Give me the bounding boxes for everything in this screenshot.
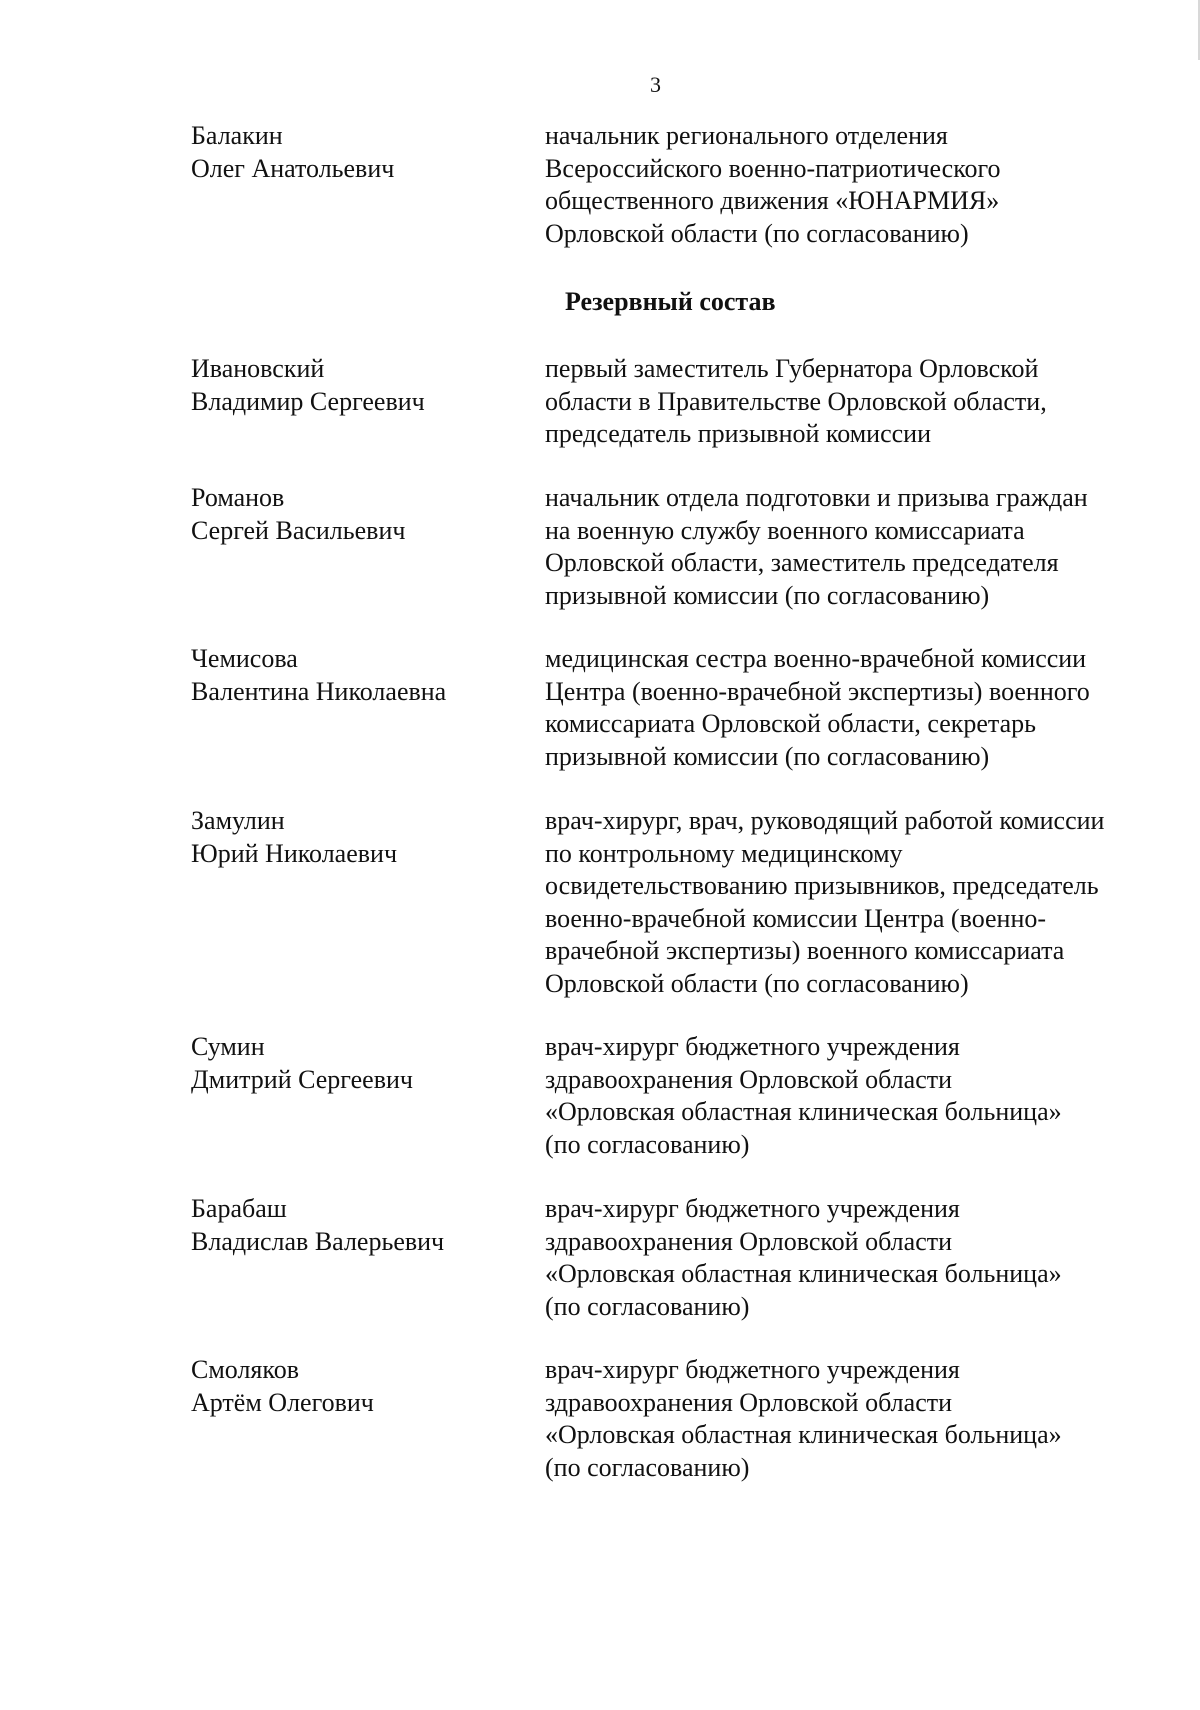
member-given-names: Олег Анатольевич [191,153,395,183]
role-line: здравоохранения Орловской области [545,1387,953,1417]
role-line: освидетельствованию призывников, председатель [545,871,1099,900]
role-line: общественного движения «ЮНАРМИЯ» [545,186,1000,215]
role-line: Орловской области (по согласованию) [545,218,969,248]
member-name [191,1193,521,1258]
member-role [545,643,1175,773]
member-given-names: Артём Олегович [191,1387,374,1417]
role-line: призывной комиссии (по согласованию) [545,580,990,610]
member-given-names: Владислав Валерьевич [191,1226,445,1256]
member-surname: Балакин [191,121,283,150]
role-line: (по согласованию) [545,1291,750,1321]
role-line: призывной комиссии (по согласованию) [545,741,990,771]
role-line: начальник регионального отделения [545,121,948,150]
member-surname: Чемисова [191,644,298,673]
member-given-names: Дмитрий Сергеевич [191,1064,413,1094]
role-line: начальник отдела подготовки и призыва граждан [545,483,1088,512]
member-role [545,353,1175,451]
member-surname: Замулин [191,806,285,835]
role-line: врач-хирург бюджетного учреждения [545,1032,960,1061]
role-line: Центра (военно-врачебной экспертизы) военного [545,676,1090,706]
member-given-names: Сергей Васильевич [191,515,406,545]
member-surname: Романов [191,483,285,512]
role-line: области в Правительстве Орловской области, [545,386,1047,416]
member-name [191,643,521,708]
role-line: Орловской области, заместитель председателя [545,548,1059,577]
member-name [191,805,521,870]
member-role [545,120,1175,250]
member-surname: Сумин [191,1032,265,1061]
role-line: здравоохранения Орловской области [545,1226,953,1256]
role-line: военно-врачебной комиссии Центра (военно- [545,903,1047,933]
reserve-section-heading: Резервный состав [565,287,776,316]
member-surname: Ивановский [191,354,325,383]
role-line: (по согласованию) [545,1452,750,1482]
member-surname: Барабаш [191,1194,287,1223]
member-given-names: Валентина Николаевна [191,676,447,706]
role-line: на военную службу военного комиссариата [545,515,1025,545]
member-role [545,805,1175,1000]
role-line: Всероссийского военно-патриотического [545,153,1001,183]
member-name [191,1031,521,1096]
role-line: «Орловская областная клиническая больница» [545,1420,1062,1449]
role-line: здравоохранения Орловской области [545,1064,953,1094]
member-given-names: Владимир Сергеевич [191,386,425,416]
role-line: комиссариата Орловской области, секретарь [545,709,1036,738]
role-line: врачебной экспертизы) военного комиссариата [545,936,1065,965]
member-name [191,353,521,418]
role-line: по контрольному медицинскому [545,838,903,868]
member-role [545,1031,1175,1161]
member-role [545,1354,1175,1484]
member-name [191,1354,521,1419]
role-line: председатель призывной комиссии [545,419,931,448]
page-number: 3 [650,72,661,97]
role-line: врач-хирург бюджетного учреждения [545,1194,960,1223]
member-given-names: Юрий Николаевич [191,838,398,868]
member-name [191,482,521,547]
role-line: Орловской области (по согласованию) [545,968,969,998]
role-line: (по согласованию) [545,1129,750,1159]
role-line: врач-хирург бюджетного учреждения [545,1355,960,1384]
role-line: «Орловская областная клиническая больница» [545,1097,1062,1126]
role-line: «Орловская областная клиническая больница» [545,1259,1062,1288]
member-name [191,120,521,185]
member-surname: Смоляков [191,1355,299,1384]
member-role [545,1193,1175,1323]
member-role [545,482,1175,612]
role-line: первый заместитель Губернатора Орловской [545,354,1039,383]
role-line: медицинская сестра военно-врачебной комиссии [545,644,1087,673]
role-line: врач-хирург, врач, руководящий работой комиссии [545,806,1105,835]
